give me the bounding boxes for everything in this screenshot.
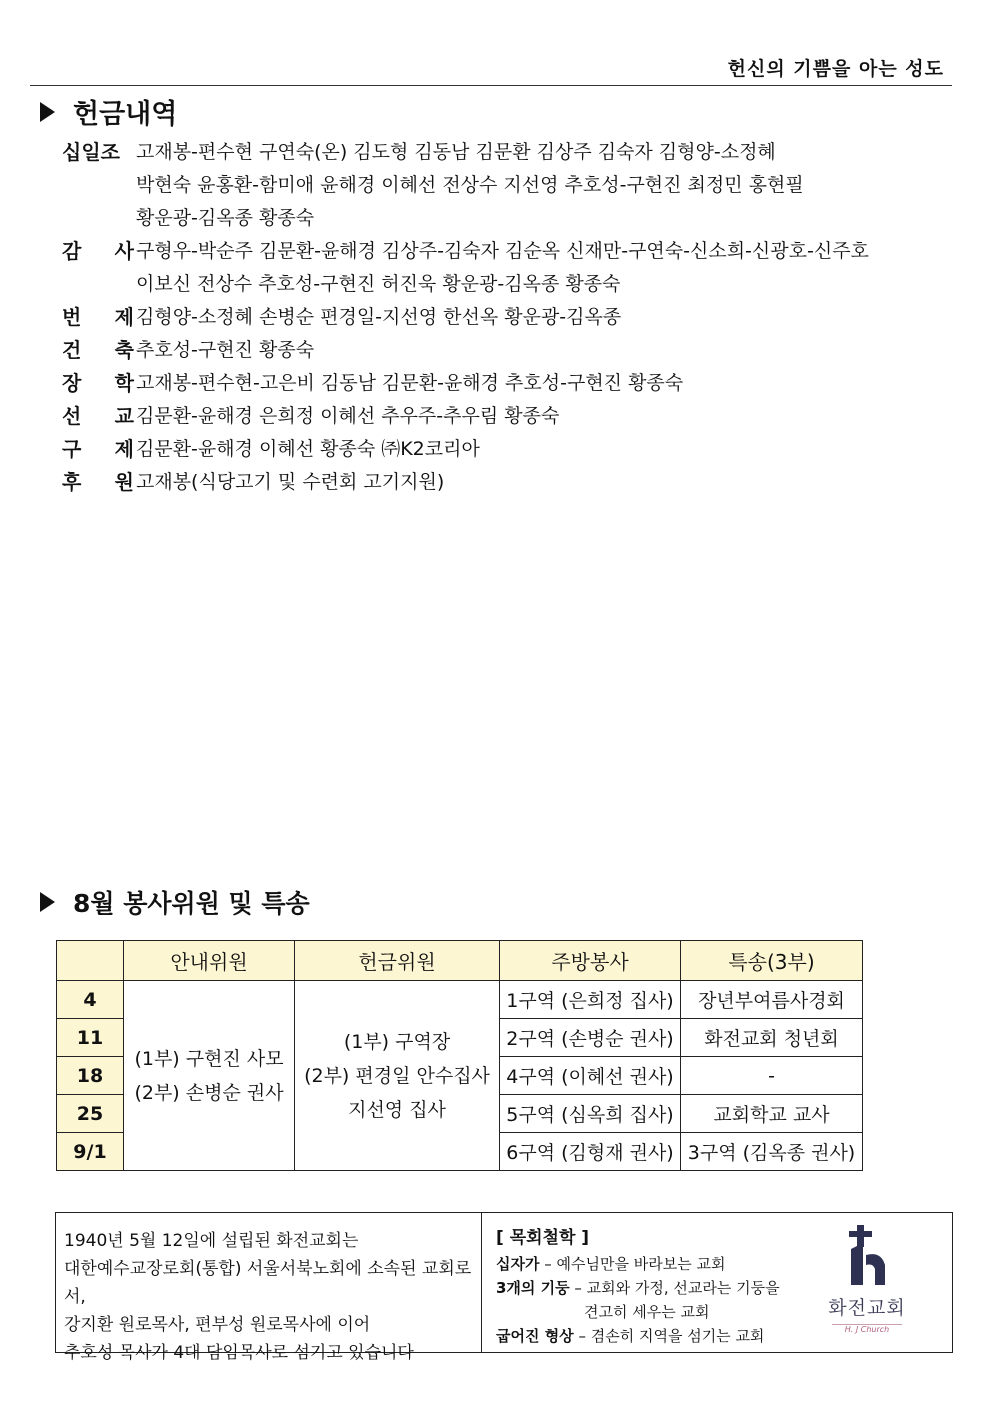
kitchen-cell: 2구역 (손병순 권사) (500, 1019, 681, 1057)
offering-category: 구 제 (62, 437, 134, 461)
offering-names: 추호성-구현진 황종숙 (136, 339, 315, 361)
header-cell-special-song: 특송(3부) (681, 941, 863, 981)
offering-row (62, 235, 942, 301)
offering-row (62, 400, 942, 433)
header-cell-offering: 헌금위원 (295, 941, 500, 981)
guides-cell: (1부) 구현진 사모 (2부) 손병순 권사 (124, 981, 295, 1171)
offering-names: 구형우-박순주 김문환-윤해경 김상주-김숙자 김순옥 신재만-구연숙-신소희-신광호-신주호 이보신 전상수 추호성-구현진 허진욱 황운광-김옥종 황종숙 (136, 240, 869, 295)
offering-category: 건 축 (62, 338, 134, 362)
offering-category: 번 제 (62, 305, 134, 329)
offering-category: 장 학 (62, 371, 134, 395)
date-cell: 9/1 (57, 1133, 124, 1171)
table-row (57, 981, 863, 1019)
offering-row (62, 334, 942, 367)
header-cell-kitchen: 주방봉사 (500, 941, 681, 981)
date-cell: 4 (57, 981, 124, 1019)
header-divider (30, 85, 952, 86)
philosophy-key: 3개의 기둥 (496, 1279, 570, 1297)
service-section-title (40, 884, 310, 920)
kitchen-cell: 5구역 (심옥희 집사) (500, 1095, 681, 1133)
offering-category: 후 원 (62, 470, 134, 494)
offering-names: 고재봉-편수현-고은비 김동남 김문환-윤해경 추호성-구현진 황종숙 (136, 372, 684, 394)
kitchen-cell: 1구역 (은희정 집사) (500, 981, 681, 1019)
special-song-cell: 3구역 (김옥종 권사) (681, 1133, 863, 1171)
header-cell-blank (57, 941, 124, 981)
special-song-cell: 화전교회 청년회 (681, 1019, 863, 1057)
offering-names: 김문환-윤해경 은희정 이혜선 추우주-추우림 황종숙 (136, 405, 560, 427)
offering-row (62, 301, 942, 334)
offering-row (62, 136, 942, 235)
offering-team-cell: (1부) 구역장 (2부) 편경일 안수집사 지선영 집사 (295, 981, 500, 1171)
church-logo-subtext: H. J Church (832, 1324, 902, 1334)
triangle-bullet-icon (40, 102, 55, 122)
offering-title-text: 헌금내역 (73, 99, 178, 130)
church-logo-text: 화전교회 (828, 1297, 906, 1319)
church-info-box (55, 1212, 953, 1363)
offering-row (62, 433, 942, 466)
special-song-cell: 장년부여름사경회 (681, 981, 863, 1019)
philosophy-text: – 예수님만을 바라보는 교회 (539, 1255, 726, 1273)
kitchen-cell: 6구역 (김형재 권사) (500, 1133, 681, 1171)
church-logo (812, 1225, 922, 1334)
offering-names: 고재봉(식당고기 및 수련회 고기지원) (136, 471, 445, 493)
offering-names: 김형양-소정혜 손병순 편경일-지선영 한선옥 황운광-김옥종 (136, 306, 622, 328)
offering-row (62, 466, 942, 499)
header-cell-guides: 안내위원 (124, 941, 295, 981)
service-table-header-row (57, 941, 863, 981)
philosophy-key: 십자가 (496, 1255, 540, 1273)
special-song-cell: 교회학교 교사 (681, 1095, 863, 1133)
header-motto: 헌신의 기쁨을 아는 성도 (727, 58, 944, 80)
date-cell: 11 (57, 1019, 124, 1057)
offering-list (62, 136, 942, 499)
service-title-text: 8월 봉사위원 및 특송 (73, 889, 310, 918)
offering-category: 감 사 (62, 239, 134, 263)
offering-category: 십일조 (62, 140, 120, 164)
kitchen-cell: 4구역 (이혜선 권사) (500, 1057, 681, 1095)
philosophy-panel (482, 1213, 952, 1352)
special-song-cell: - (681, 1057, 863, 1095)
church-cross-logo-icon (837, 1225, 897, 1287)
date-cell: 25 (57, 1095, 124, 1133)
philosophy-text: – 교회와 가정, 선교라는 기둥을 (569, 1279, 780, 1297)
offering-names: 고재봉-편수현 구연숙(온) 김도형 김동남 김문환 김상주 김숙자 김형양-소정혜 박현숙 윤홍환-함미애 윤해경 이혜선 전상수 지선영 추호성-구현진 최정민 홍현필 황운광-김옥종 황종숙 (136, 141, 804, 229)
philosophy-continuation: 견고히 세우는 교회 (584, 1303, 710, 1321)
date-cell: 18 (57, 1057, 124, 1095)
church-history-text: 1940년 5월 12일에 설립된 화전교회는 대한예수교장로회(통합) 서울서북노회에 소속된 교회로서, 강지환 원로목사, 편부성 원로목사에 이어 추호성 목사가 4대 담임목사로 섬기고 있습니다 (56, 1213, 482, 1352)
offering-names: 김문환-윤해경 이혜선 황종숙 ㈜K2코리아 (136, 438, 480, 460)
philosophy-key: 굽어진 형상 (496, 1327, 574, 1345)
offering-category: 선 교 (62, 404, 134, 428)
service-table (56, 940, 863, 1171)
offering-section-title (40, 92, 177, 131)
philosophy-text: – 겸손히 지역을 섬기는 교회 (573, 1327, 765, 1345)
philosophy-title: [ 목회철학 ] (496, 1228, 590, 1248)
triangle-bullet-icon (40, 892, 55, 912)
offering-row (62, 367, 942, 400)
